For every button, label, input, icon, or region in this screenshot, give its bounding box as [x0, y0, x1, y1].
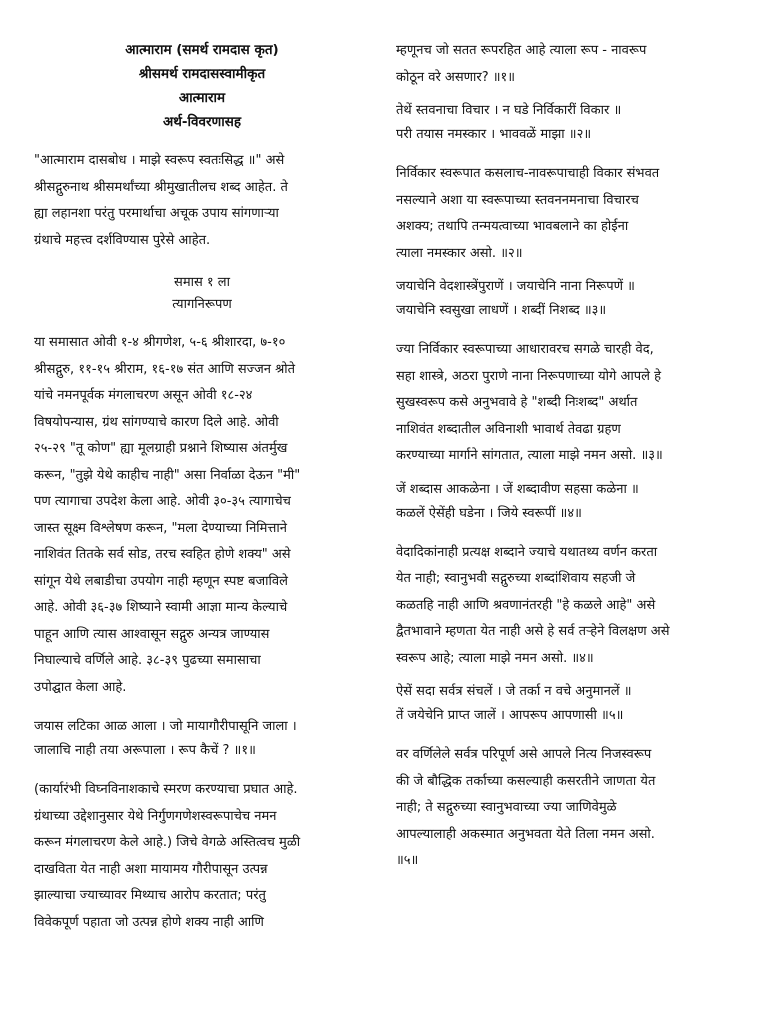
text-line: विषयोपन्यास, ग्रंथ सांगण्याचे कारण दिले आहे. ओवी	[34, 414, 279, 430]
text-line: कोठून वरे असणार? ॥१॥	[396, 69, 516, 85]
text-line: त्याला नमस्कार असो. ॥२॥	[396, 245, 523, 261]
verse-5	[396, 680, 738, 728]
text-line: ग्रंथाच्या उद्देशानुसार येथे निर्गुणगणेशस्वरूपाचेच नमन	[34, 808, 277, 824]
right-column	[396, 38, 738, 875]
verse-line: जयाचेनि वेदशास्त्रेंपुराणें । जयाचेनि नाना निरूपणें ॥	[396, 279, 635, 294]
left-column	[34, 38, 370, 936]
verse-4	[396, 478, 738, 526]
text-line: ह्या लहानशा परंतु परमार्थाचा अचूक उपाय सांगणाऱ्या	[34, 206, 279, 221]
section-number: समास १ ला	[174, 275, 230, 290]
text-line: झाल्याचा ज्याच्यावर मिथ्याच आरोप करतात; परंतु	[34, 888, 266, 903]
text-line: (कार्यारंभी विघ्नविनाशकाचे स्मरण करण्याचा प्रघात आहे.	[34, 782, 298, 797]
verse-3	[396, 275, 738, 323]
text-line: नसल्याने अशा या स्वरूपाच्या स्तवननमनाचा विचारच	[396, 192, 639, 208]
title-line: श्रीसमर्थ रामदासस्वामीकृत	[138, 66, 266, 82]
explanation-2	[396, 161, 738, 267]
verse-line: तेथें स्तवनाचा विचार । न घडे निर्विकारीं विकार ॥	[396, 103, 622, 118]
text-line: जास्त सूक्ष्म विश्लेषण करून, "मला देण्याच्या निमित्ताने	[34, 520, 287, 536]
title-line: अर्थ-विवरणासह	[162, 114, 242, 130]
text-line: करून, "तुझे येथे काहीच नाही" असा निर्वाळा देऊन "मी"	[34, 467, 301, 483]
text-line: दाखविता येत नाही अशा मायामय गौरीपासून उत्पन्न	[34, 861, 268, 877]
verse-line: जयाचेनि स्वसुखा लाधणें । शब्दीं निशब्द ॥३॥	[396, 303, 607, 318]
text-line: नाशिवंत शब्दातील अविनाशी भावार्थ तेवढा ग्रहण	[396, 421, 621, 437]
text-line: कळतहि नाही आणि श्रवणानंतरही "हे कळले आहे" असे	[396, 597, 656, 613]
text-line: आपल्यालाही अकस्मात अनुभवता येते तिला नमन असो.	[396, 826, 655, 842]
text-line: करून मंगलाचरण केले आहे.) जिचे वेगळे अस्तित्वच मुळी	[34, 835, 301, 850]
explanation-1-continued	[396, 38, 738, 91]
title-line: आत्माराम (समर्थ रामदास कृत)	[125, 42, 279, 58]
text-line: सुखस्वरूप कसे अनुभवावे हे "शब्दी निःशब्द" अर्थात	[396, 395, 638, 410]
verse-1	[34, 715, 370, 763]
section-heading	[34, 272, 370, 316]
text-line: २५-२९ "तू कोण" ह्या मूलग्राही प्रश्नाने शिष्यास अंतर्मुख	[34, 441, 288, 456]
text-line: स्वरूप आहे; त्याला माझे नमन असो. ॥४॥	[396, 650, 594, 666]
text-line: निघाल्याचे वर्णिले आहे. ३८-३९ पुढच्या समासाचा	[34, 653, 261, 668]
text-line: उपोद्घात केला आहे.	[34, 679, 127, 695]
text-line: या समासात ओवी १-४ श्रीगणेश, ५-६ श्रीशारदा, ७-१०	[34, 335, 286, 350]
text-line: पाहून आणि त्यास आश्वासून सद्गुरु अन्यत्र जाण्यास	[34, 626, 270, 642]
verse-line: ऐसें सदा सर्वत्र संचलें । जे तर्का न वचे अनुमानलें ॥	[396, 684, 632, 699]
verse-2	[396, 99, 738, 147]
text-line: श्रीसद्गुरु, ११-१५ श्रीराम, १६-१७ संत आणि सज्जन श्रोते	[34, 361, 296, 377]
explanation-4	[396, 540, 738, 673]
text-line: निर्विकार स्वरूपात कसलाच-नावरूपाचाही विकार संभवत	[396, 166, 660, 181]
text-line: "आत्माराम दासबोध । माझे स्वरूप स्वतःसिद्ध ॥" असे	[34, 153, 285, 168]
text-line: येत नाही; स्वानुभवी सद्गुरुच्या शब्दांशिवाय सहजी जे	[396, 571, 636, 586]
text-line: वेदादिकांनाही प्रत्यक्ष शब्दाने ज्याचे यथातथ्य वर्णन करता	[396, 544, 658, 560]
text-line: पण त्यागाचा उपदेश केला आहे. ओवी ३०-३५ त्यागाचेच	[34, 494, 291, 509]
explanation-3	[396, 337, 738, 470]
verse-line: जें शब्दास आकळेना । जें शब्दावीण सहसा कळेना ॥	[396, 481, 639, 497]
verse-line: तें जयेचेनि प्राप्त जालें । आपरूप आपणासी ॥५॥	[396, 708, 624, 723]
text-line: नाही; ते सद्गुरुच्या स्वानुभवाच्या ज्या जाणिवेमुळे	[396, 800, 617, 815]
text-line: यांचे नमनपूर्वक मंगलाचरण असून ओवी १८-२४	[34, 388, 253, 403]
text-line: म्हणूनच जो सतत रूपरहित आहे त्याला रूप - नावरूप	[396, 43, 647, 58]
text-line: सांगून येथे लबाडीचा उपयोग नाही म्हणून स्पष्ट बजाविले	[34, 573, 288, 589]
verse-line: जयास लटिका आळ आला । जो मायागौरीपासूनि जाला ।	[34, 719, 297, 734]
text-line: वर वर्णिलेले सर्वत्र परिपूर्ण असे आपले नित्य निजस्वरूप	[396, 747, 652, 762]
text-line: करण्याच्या मार्गाने सांगतात, त्याला माझे नमन असो. ॥३॥	[396, 448, 663, 463]
verse-line: जालाचि नाही तया अरूपाला । रूप कैचें ? ॥१॥	[34, 743, 256, 758]
text-line: श्रीसद्गुरुनाथ श्रीसमर्थांच्या श्रीमुखातीलच शब्द आहेत. ते	[34, 179, 288, 195]
text-line: की जे बौद्धिक तर्काच्या कसल्याही कसरतीने जाणता येत	[396, 773, 656, 789]
text-line: द्वैतभावाने म्हणता येत नाही असे हे सर्व तऱ्हेने विलक्षण असे	[396, 624, 670, 639]
intro-paragraph	[34, 148, 370, 254]
text-line: सहा शास्त्रे, अठरा पुराणे नाना निरूपणाच्या योगे आपले हे	[396, 368, 661, 384]
title-block	[34, 38, 370, 134]
summary-paragraph	[34, 330, 370, 701]
section-title: त्यागनिरूपण	[172, 297, 232, 312]
text-line: अशक्य; तथापि तन्मयत्वाच्या भावबलाने का होईना	[396, 219, 629, 234]
text-line: आहे. ओवी ३६-३७ शिष्याने स्वामी आज्ञा मान्य केल्याचे	[34, 600, 288, 615]
text-line: नाशिवंत तितके सर्व सोड, तरच स्वहित होणे शक्य" असे	[34, 547, 291, 562]
title-line: आत्माराम	[178, 90, 226, 106]
verse-line: परी तयास नमस्कार । भाववळें माझा ॥२॥	[396, 127, 592, 142]
explanation-5	[396, 742, 738, 875]
text-line: विवेकपूर्ण पहाता जो उत्पन्न होणे शक्य नाही आणि	[34, 914, 264, 930]
verse-line: कळलें ऐसेंही घडेना । जिये स्वरूपीं ॥४॥	[396, 505, 582, 521]
text-line: ॥५॥	[396, 853, 419, 868]
explanation-1	[34, 777, 370, 936]
text-line: ज्या निर्विकार स्वरूपाच्या आधारावरच सगळे चारही वेद,	[396, 342, 654, 357]
text-line: ग्रंथाचे महत्त्व दर्शविण्यास पुरेसे आहेत.	[34, 232, 211, 248]
